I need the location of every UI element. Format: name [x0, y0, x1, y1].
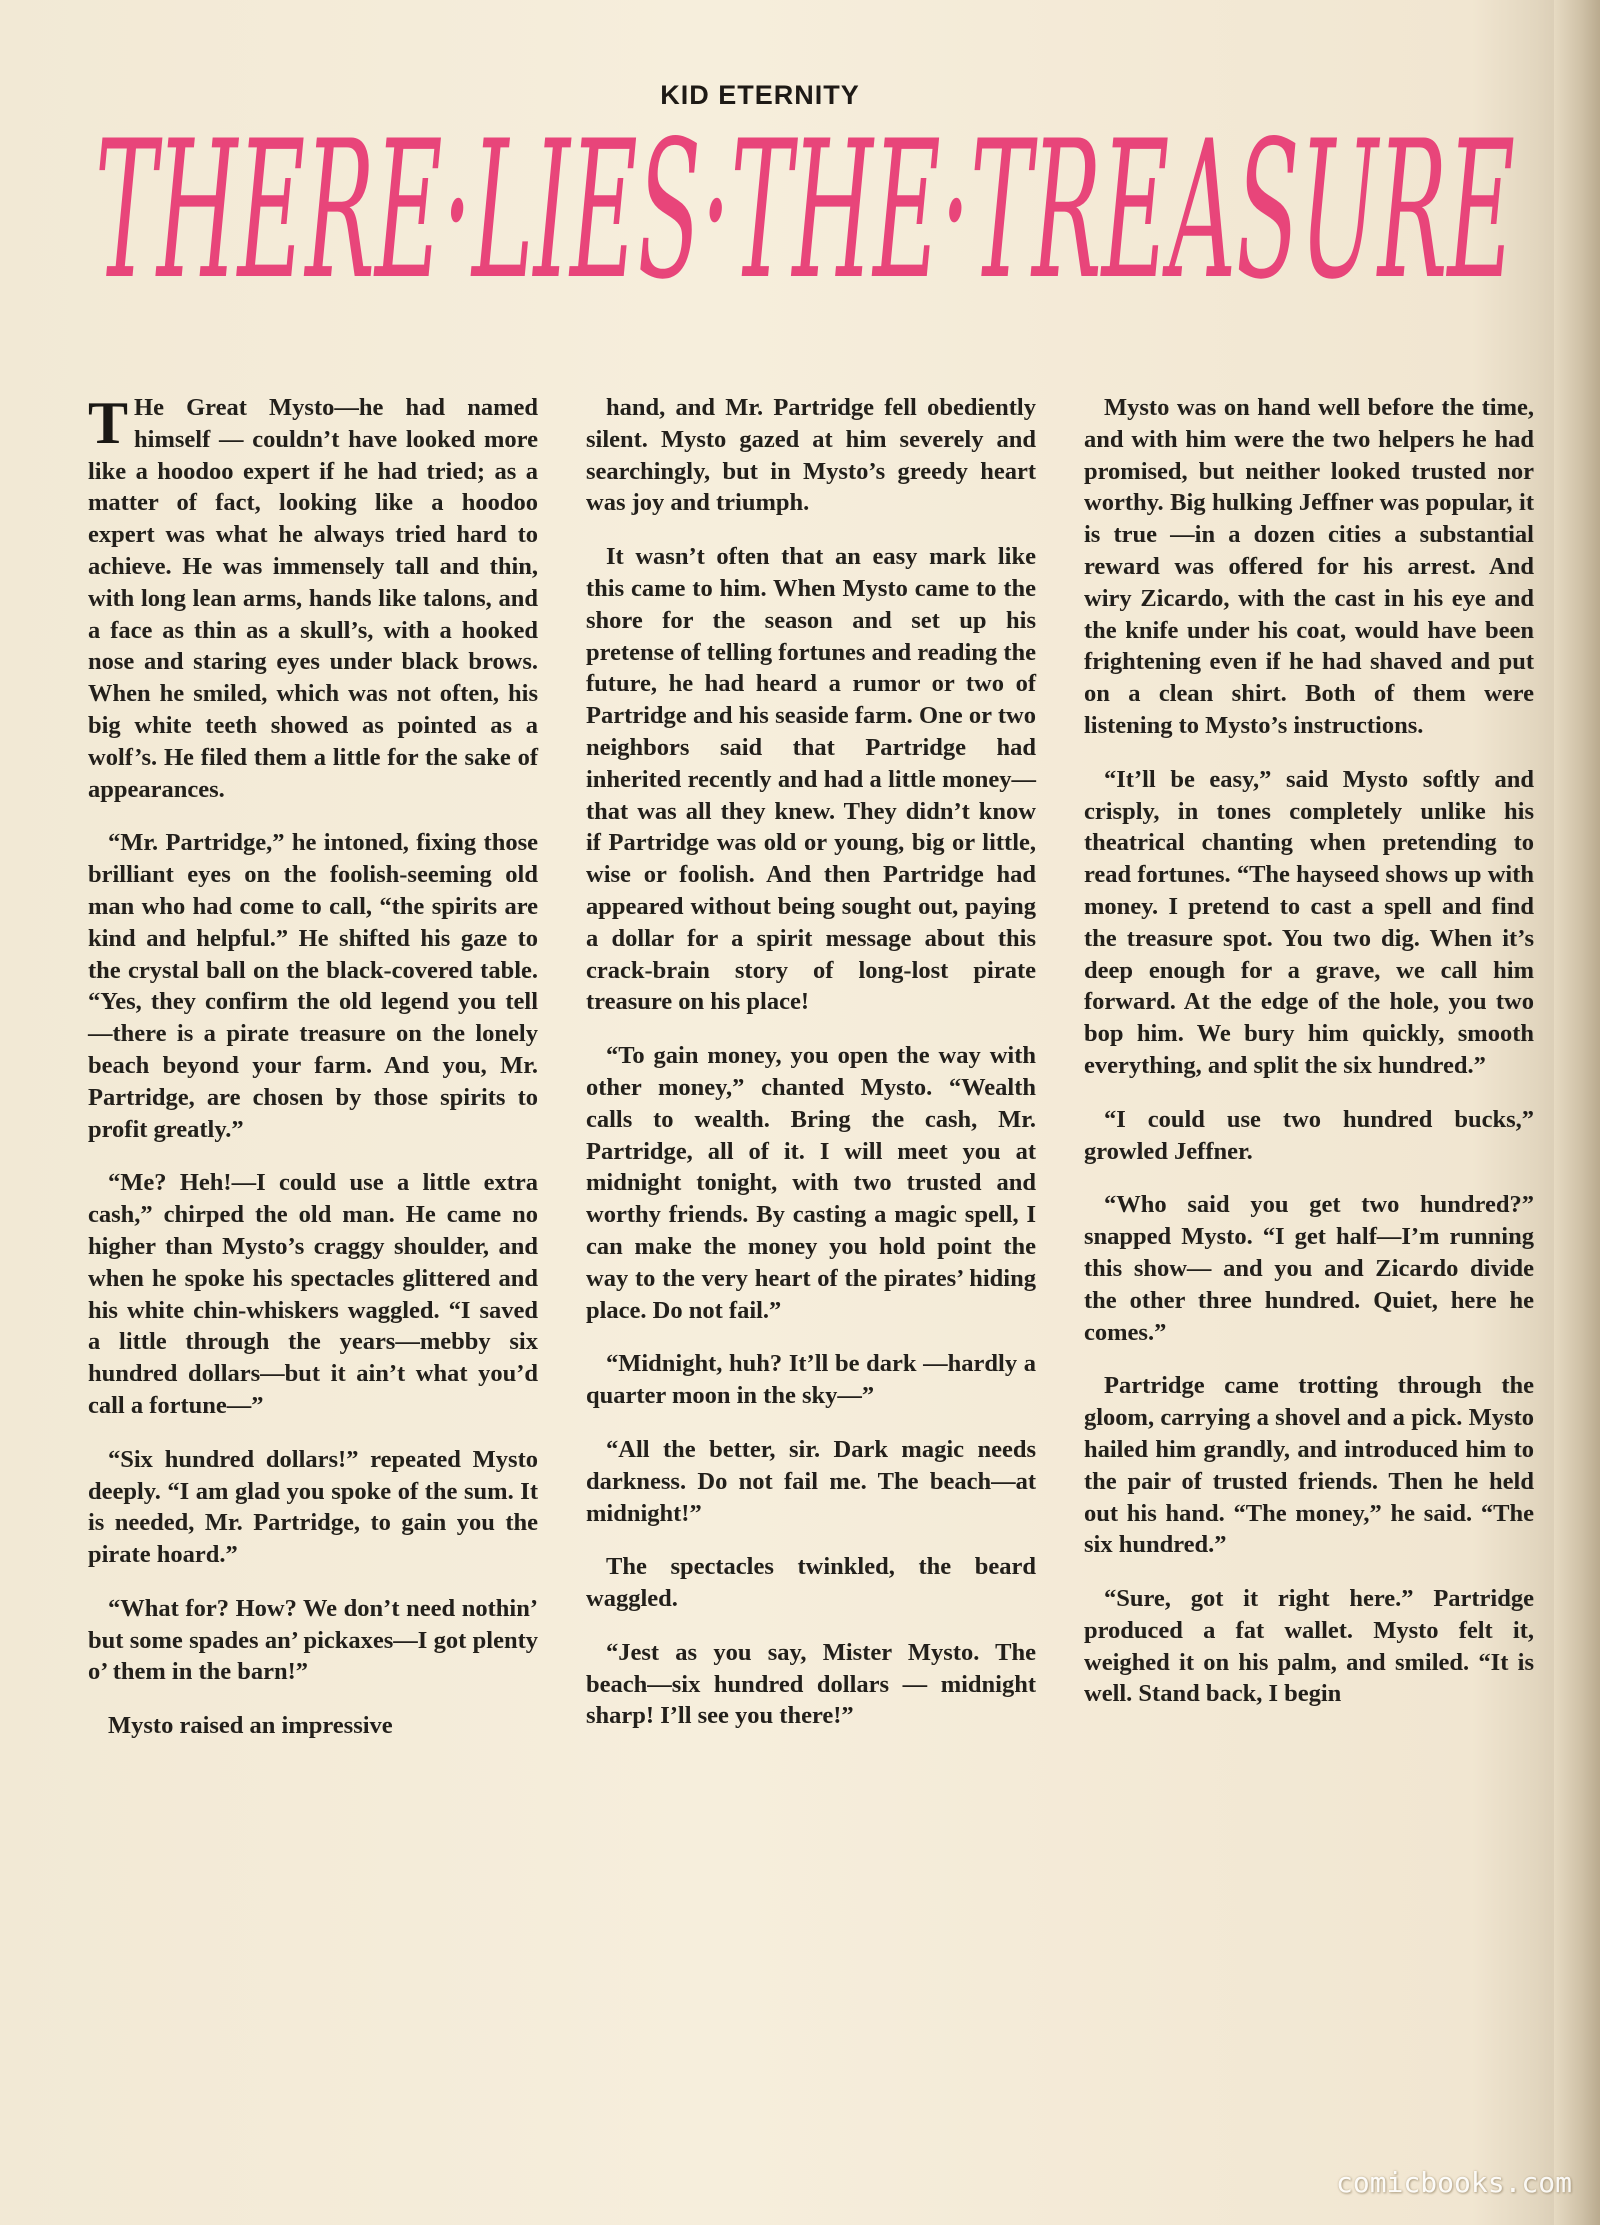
drop-cap: T: [88, 390, 129, 456]
paragraph: The spectacles twinkled, the beard waggled.: [586, 1553, 1036, 1613]
paragraph: “Midnight, huh? It’ll be dark —hardly a quarter moon in the sky—”: [586, 1350, 1036, 1410]
paragraph: “Me? Heh!—I could use a little extra cash,” chirped the old man. He came no higher than Mysto’s craggy shoulder, and when he spoke his spectacles glittered and his white chin-whiskers waggled. “I saved a little through the years—mebby six hundred dollars—but it ain’t what you’d call a fortune—”: [88, 1169, 538, 1419]
paragraph: “To gain money, you open the way with other money,” chanted Mysto. “Wealth calls to wealth. Bring the cash, Mr. Partridge, all of it. I will meet you at midnight tonight, with two trusted and worthy friends. By casting a magic spell, I can make the money you hold point the way to the very heart of the pirates’ hiding place. Do not fail.”: [586, 1042, 1036, 1324]
paragraph: It wasn’t often that an easy mark like this came to him. When Mysto came to the shore for the season and set up his pretense of telling fortunes and reading the future, he had heard a rumor or two of Partridge and his seaside farm. One or two neighbors said that Partridge had inherited recently and had a little money—that was all they knew. They didn’t know if Partridge was old or young, big or little, wise or foolish. And then Partridge had appeared without being sought out, paying a dollar for a spirit message about this crack-brain story of long-lost pirate treasure on his place!: [586, 543, 1036, 1016]
text-columns: [88, 392, 1534, 1764]
series-name: KID ETERNITY: [660, 80, 860, 110]
paragraph: “I could use two hundred bucks,” growled Jeffner.: [1084, 1105, 1534, 1165]
paragraph: “All the better, sir. Dark magic needs darkness. Do not fail me. The beach—at midnight!”: [586, 1435, 1036, 1527]
paragraph: Partridge came trotting through the gloom, carrying a shovel and a pick. Mysto hailed him grandly, and introduced him to the pair of trusted friends. Then he held out his hand. “The money,” he said. “The six hundred.”: [1084, 1372, 1534, 1559]
watermark: comicbooks.com: [1335, 2166, 1572, 2199]
column-2: [586, 392, 1036, 1764]
column-3: [1084, 392, 1534, 1764]
paragraph: hand, and Mr. Partridge fell obediently silent. Mysto gazed at him severely and searchingly, but in Mysto’s greedy heart was joy and triumph.: [586, 394, 1036, 517]
story-title: [90, 98, 1520, 318]
page-gutter: [1554, 0, 1600, 2225]
column-1: [88, 392, 538, 1764]
paragraph: T He Great Mysto—he had named himself — couldn’t have looked more like a hoodoo expert if he had tried; as a matter of fact, looking like a hoodoo expert was what he always tried hard to achieve. He was immensely tall and thin, with long lean arms, hands like talons, and a face as thin as a skull’s, with a hooked nose and staring eyes under black brows. When he smiled, which was not often, his big white teeth showed as pointed as a wolf’s. He filed them a little for the sake of appearances.: [88, 390, 538, 803]
story-title-text: THERE·LIES·THE·TREASURE: [95, 100, 1515, 318]
paragraph: “Sure, got it right here.” Partridge produced a fat wallet. Mysto felt it, weighed it on his palm, and smiled. “It is well. Stand back, I begin: [1084, 1585, 1534, 1708]
paragraph: “Who said you get two hundred?” snapped Mysto. “I get half—I’m running this show— and you and Zicardo divide the other three hundred. Quiet, here he comes.”: [1084, 1191, 1534, 1346]
paragraph: Mysto was on hand well before the time, and with him were the two helpers he had promised, but neither looked trusted nor worthy. Big hulking Jeffner was popular, it is true —in a dozen cities a substantial reward was offered for his arrest. And wiry Zicardo, with the cast in his eye and the knife under his coat, would have been frightening even if he had shaved and put on a clean shirt. Both of them were listening to Mysto’s instructions.: [1084, 394, 1534, 739]
paragraph: “What for? How? We don’t need nothin’ but some spades an’ pickaxes—I got plenty o’ them in the barn!”: [88, 1594, 538, 1686]
paragraph: “Mr. Partridge,” he intoned, fixing those brilliant eyes on the foolish-seeming old man who had come to call, “the spirits are kind and helpful.” He shifted his gaze to the crystal ball on the black-covered table. “Yes, they confirm the old legend you tell—there is a pirate treasure on the lonely beach beyond your farm. And you, Mr. Partridge, are chosen by those spirits to profit greatly.”: [88, 829, 538, 1143]
paragraph: Mysto raised an impressive: [108, 1712, 393, 1740]
paragraph: “It’ll be easy,” said Mysto softly and crisply, in tones completely unlike his theatrical chanting when pretending to read fortunes. “The hayseed shows up with money. I pretend to cast a spell and find the treasure spot. You two dig. When it’s deep enough for a grave, we call him forward. At the edge of the hole, you two bop him. We bury him quickly, smooth everything, and split the six hundred.”: [1084, 765, 1534, 1079]
paragraph: “Six hundred dollars!” repeated Mysto deeply. “I am glad you spoke of the sum. It is needed, Mr. Partridge, to gain you the pirate hoard.”: [88, 1445, 538, 1569]
paragraph: “Jest as you say, Mister Mysto. The beach—six hundred dollars — midnight sharp! I’ll see you there!”: [586, 1638, 1036, 1730]
